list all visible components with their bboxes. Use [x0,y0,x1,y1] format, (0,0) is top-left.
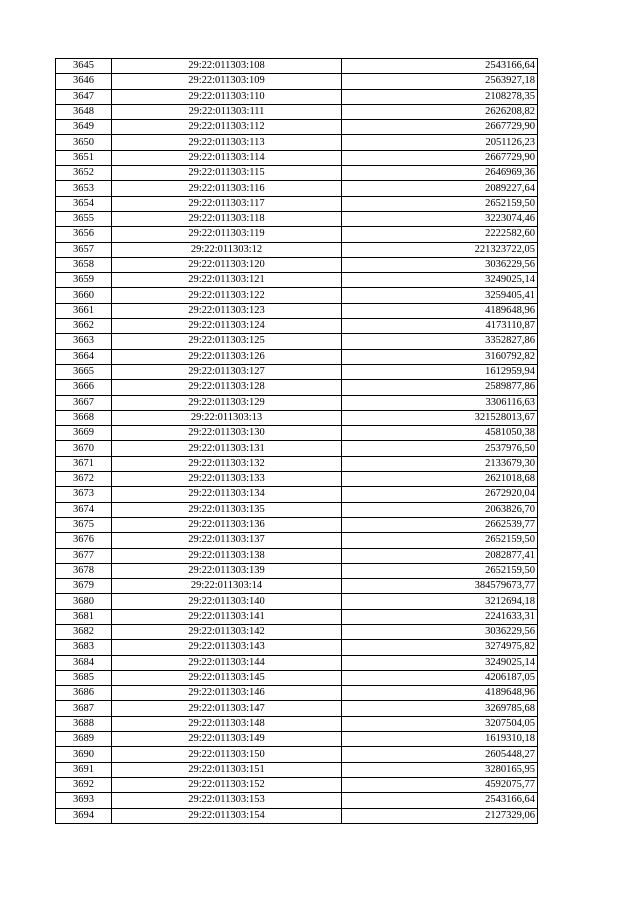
cadastral-value-cell: 2082877,41 [342,548,538,563]
row-number-cell: 3692 [56,777,112,792]
row-number-cell: 3672 [56,472,112,487]
row-number-cell: 3685 [56,670,112,685]
cadastral-number-cell: 29:22:011303:144 [112,655,342,670]
cadastral-number-cell: 29:22:011303:113 [112,135,342,150]
cadastral-value-cell: 4592075,77 [342,777,538,792]
row-number-cell: 3647 [56,89,112,104]
row-number-cell: 3646 [56,74,112,89]
row-number-cell: 3679 [56,579,112,594]
cadastral-number-cell: 29:22:011303:148 [112,716,342,731]
table-row [56,242,538,257]
cadastral-value-cell: 2563927,18 [342,74,538,89]
table-row [56,732,538,747]
cadastral-value-cell: 384579673,77 [342,579,538,594]
cadastral-number-cell: 29:22:011303:153 [112,793,342,808]
cadastral-value-cell: 3259405,41 [342,288,538,303]
cadastral-number-cell: 29:22:011303:133 [112,472,342,487]
row-number-cell: 3676 [56,533,112,548]
cadastral-value-cell: 2667729,90 [342,120,538,135]
table-row [56,594,538,609]
cadastral-number-cell: 29:22:011303:108 [112,59,342,74]
cadastral-value-cell: 2543166,64 [342,793,538,808]
cadastral-number-cell: 29:22:011303:14 [112,579,342,594]
cadastral-value-cell: 4189648,96 [342,686,538,701]
table-row [56,487,538,502]
table-row [56,548,538,563]
row-number-cell: 3663 [56,334,112,349]
cadastral-value-cell: 2605448,27 [342,747,538,762]
cadastral-value-cell: 2108278,35 [342,89,538,104]
row-number-cell: 3654 [56,196,112,211]
cadastral-number-cell: 29:22:011303:143 [112,640,342,655]
cadastral-number-cell: 29:22:011303:129 [112,395,342,410]
cadastral-value-cell: 3223074,46 [342,211,538,226]
cadastral-number-cell: 29:22:011303:120 [112,257,342,272]
row-number-cell: 3674 [56,502,112,517]
row-number-cell: 3681 [56,609,112,624]
cadastral-value-cell: 3249025,14 [342,273,538,288]
table-row [56,104,538,119]
cadastral-value-cell: 2652159,50 [342,196,538,211]
row-number-cell: 3651 [56,150,112,165]
row-number-cell: 3684 [56,655,112,670]
cadastral-number-cell: 29:22:011303:145 [112,670,342,685]
cadastral-value-cell: 3352827,86 [342,334,538,349]
cadastral-value-cell: 2667729,90 [342,150,538,165]
row-number-cell: 3661 [56,303,112,318]
table-row [56,410,538,425]
row-number-cell: 3649 [56,120,112,135]
table-row [56,166,538,181]
cadastral-value-cell: 2662539,77 [342,517,538,532]
cadastral-value-cell: 2672920,04 [342,487,538,502]
cadastral-number-cell: 29:22:011303:139 [112,563,342,578]
cadastral-number-cell: 29:22:011303:115 [112,166,342,181]
cadastral-number-cell: 29:22:011303:109 [112,74,342,89]
cadastral-value-cell: 2652159,50 [342,563,538,578]
cadastral-value-cell: 3269785,68 [342,701,538,716]
table-row [56,349,538,364]
cadastral-value-cell: 2646969,36 [342,166,538,181]
row-number-cell: 3690 [56,747,112,762]
row-number-cell: 3677 [56,548,112,563]
cadastral-number-cell: 29:22:011303:122 [112,288,342,303]
cadastral-value-cell: 3280165,95 [342,762,538,777]
cadastral-number-cell: 29:22:011303:137 [112,533,342,548]
cadastral-number-cell: 29:22:011303:127 [112,364,342,379]
cadastral-value-cell: 1612959,94 [342,364,538,379]
row-number-cell: 3678 [56,563,112,578]
row-number-cell: 3648 [56,104,112,119]
row-number-cell: 3653 [56,181,112,196]
cadastral-number-cell: 29:22:011303:12 [112,242,342,257]
table-row [56,563,538,578]
cadastral-value-cell: 2626208,82 [342,104,538,119]
row-number-cell: 3670 [56,441,112,456]
row-number-cell: 3667 [56,395,112,410]
cadastral-number-cell: 29:22:011303:147 [112,701,342,716]
table-row [56,59,538,74]
row-number-cell: 3645 [56,59,112,74]
cadastral-number-cell: 29:22:011303:125 [112,334,342,349]
cadastral-number-cell: 29:22:011303:116 [112,181,342,196]
table-row [56,579,538,594]
row-number-cell: 3669 [56,426,112,441]
table-row [56,640,538,655]
row-number-cell: 3650 [56,135,112,150]
table-row [56,211,538,226]
cadastral-value-cell: 4189648,96 [342,303,538,318]
cadastral-number-cell: 29:22:011303:138 [112,548,342,563]
cadastral-value-cell: 3306116,63 [342,395,538,410]
cadastral-number-cell: 29:22:011303:131 [112,441,342,456]
cadastral-number-cell: 29:22:011303:112 [112,120,342,135]
cadastral-value-cell: 4206187,05 [342,670,538,685]
cadastral-number-cell: 29:22:011303:128 [112,380,342,395]
cadastral-value-cell: 2589877,86 [342,380,538,395]
cadastral-value-cell: 3274975,82 [342,640,538,655]
cadastral-number-cell: 29:22:011303:149 [112,732,342,747]
row-number-cell: 3682 [56,624,112,639]
row-number-cell: 3671 [56,456,112,471]
row-number-cell: 3689 [56,732,112,747]
cadastral-value-cell: 3207504,05 [342,716,538,731]
cadastral-value-cell: 1619310,18 [342,732,538,747]
row-number-cell: 3662 [56,319,112,334]
row-number-cell: 3688 [56,716,112,731]
table-row [56,426,538,441]
table-row [56,441,538,456]
row-number-cell: 3656 [56,227,112,242]
table-row [56,150,538,165]
cadastral-number-cell: 29:22:011303:142 [112,624,342,639]
table-row [56,273,538,288]
cadastral-number-cell: 29:22:011303:150 [112,747,342,762]
row-number-cell: 3680 [56,594,112,609]
cadastral-number-cell: 29:22:011303:152 [112,777,342,792]
table-row [56,135,538,150]
cadastral-value-cell: 2241633,31 [342,609,538,624]
cadastral-number-cell: 29:22:011303:132 [112,456,342,471]
cadastral-number-cell: 29:22:011303:13 [112,410,342,425]
row-number-cell: 3675 [56,517,112,532]
row-number-cell: 3666 [56,380,112,395]
cadastral-value-cell: 3036229,56 [342,257,538,272]
row-number-cell: 3655 [56,211,112,226]
cadastral-number-cell: 29:22:011303:130 [112,426,342,441]
table-row [56,257,538,272]
row-number-cell: 3694 [56,808,112,823]
cadastral-number-cell: 29:22:011303:134 [112,487,342,502]
table-row [56,624,538,639]
cadastral-value-cell: 2089227,64 [342,181,538,196]
cadastral-value-cell: 3212694,18 [342,594,538,609]
cadastral-number-cell: 29:22:011303:135 [112,502,342,517]
table-row [56,89,538,104]
cadastral-value-table [55,58,538,824]
table-body [56,59,538,824]
cadastral-number-cell: 29:22:011303:146 [112,686,342,701]
cadastral-number-cell: 29:22:011303:151 [112,762,342,777]
cadastral-number-cell: 29:22:011303:121 [112,273,342,288]
table-row [56,716,538,731]
cadastral-number-cell: 29:22:011303:123 [112,303,342,318]
cadastral-value-cell: 3249025,14 [342,655,538,670]
cadastral-value-cell: 4581050,38 [342,426,538,441]
row-number-cell: 3660 [56,288,112,303]
table-row [56,364,538,379]
table-row [56,472,538,487]
cadastral-value-cell: 2537976,50 [342,441,538,456]
row-number-cell: 3683 [56,640,112,655]
cadastral-number-cell: 29:22:011303:126 [112,349,342,364]
cadastral-number-cell: 29:22:011303:124 [112,319,342,334]
table-row [56,196,538,211]
row-number-cell: 3686 [56,686,112,701]
cadastral-number-cell: 29:22:011303:117 [112,196,342,211]
cadastral-value-cell: 221323722,05 [342,242,538,257]
cadastral-value-cell: 2127329,06 [342,808,538,823]
table-row [56,502,538,517]
table-row [56,777,538,792]
cadastral-number-cell: 29:22:011303:110 [112,89,342,104]
table-row [56,380,538,395]
table-row [56,670,538,685]
table-row [56,395,538,410]
table-row [56,808,538,823]
row-number-cell: 3673 [56,487,112,502]
row-number-cell: 3691 [56,762,112,777]
table-row [56,655,538,670]
table-row [56,686,538,701]
table-row [56,793,538,808]
cadastral-value-cell: 2652159,50 [342,533,538,548]
cadastral-number-cell: 29:22:011303:118 [112,211,342,226]
table-row [56,181,538,196]
table-row [56,120,538,135]
table-row [56,319,538,334]
cadastral-value-cell: 2051126,23 [342,135,538,150]
cadastral-value-cell: 3036229,56 [342,624,538,639]
row-number-cell: 3652 [56,166,112,181]
row-number-cell: 3659 [56,273,112,288]
row-number-cell: 3693 [56,793,112,808]
table-row [56,74,538,89]
cadastral-value-cell: 2621018,68 [342,472,538,487]
cadastral-value-cell: 2063826,70 [342,502,538,517]
cadastral-number-cell: 29:22:011303:136 [112,517,342,532]
table-row [56,334,538,349]
table-row [56,517,538,532]
cadastral-number-cell: 29:22:011303:154 [112,808,342,823]
cadastral-number-cell: 29:22:011303:119 [112,227,342,242]
row-number-cell: 3665 [56,364,112,379]
table-row [56,288,538,303]
table-row [56,227,538,242]
cadastral-value-cell: 321528013,67 [342,410,538,425]
cadastral-value-cell: 3160792,82 [342,349,538,364]
cadastral-value-cell: 2133679,30 [342,456,538,471]
row-number-cell: 3664 [56,349,112,364]
row-number-cell: 3687 [56,701,112,716]
table-row [56,747,538,762]
cadastral-value-cell: 4173110,87 [342,319,538,334]
cadastral-number-cell: 29:22:011303:111 [112,104,342,119]
cadastral-number-cell: 29:22:011303:141 [112,609,342,624]
cadastral-value-cell: 2543166,64 [342,59,538,74]
table-row [56,609,538,624]
cadastral-number-cell: 29:22:011303:114 [112,150,342,165]
row-number-cell: 3657 [56,242,112,257]
table-row [56,533,538,548]
row-number-cell: 3658 [56,257,112,272]
table-row [56,456,538,471]
table-row [56,701,538,716]
table-row [56,762,538,777]
row-number-cell: 3668 [56,410,112,425]
table-row [56,303,538,318]
cadastral-value-cell: 2222582,60 [342,227,538,242]
cadastral-number-cell: 29:22:011303:140 [112,594,342,609]
